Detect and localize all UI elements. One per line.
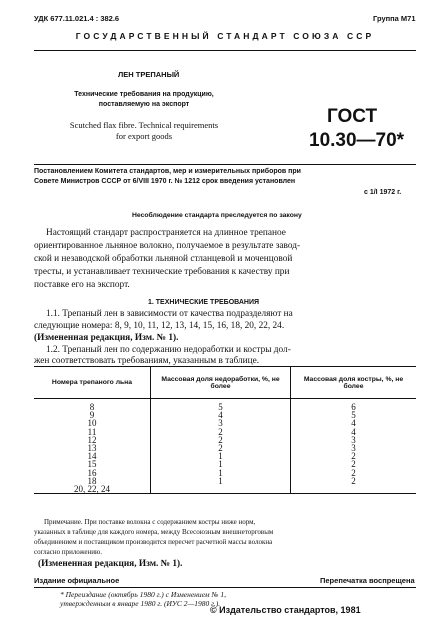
- footer-rule: [34, 587, 416, 588]
- underprocessing-cell: 1: [151, 469, 291, 477]
- underprocessing-cell: 1: [151, 477, 291, 485]
- shives-cell: 2: [291, 469, 417, 477]
- underprocessing-cell: 1: [151, 460, 291, 468]
- clause-1-1-line-2: следующие номера: 8, 9, 10, 11, 12, 13, 14, 15, 16, 18, 20, 22, 24.: [34, 321, 285, 331]
- standard-banner: ГОСУДАРСТВЕННЫЙ СТАНДАРТ СОЮЗА ССР: [75, 31, 375, 41]
- udk-code: УДК 677.11.021.4 : 382.6: [34, 14, 120, 23]
- intro-line-4: тресты, и устанавливает технические требования к качеству при: [34, 267, 290, 277]
- shives-cell: 6: [291, 399, 417, 412]
- intro-line-5: поставке его на экспорт.: [34, 280, 130, 290]
- underprocessing-cell: [151, 485, 291, 494]
- reprint-note-line-2: утвержденным в январе 1980 г. (ИУС 2—1980 г.).: [60, 599, 221, 608]
- note-revision: (Измененная редакция, Изм. № 1).: [38, 559, 183, 569]
- intro-line-2: ориентированное льняное волокно, получаемое в результате завод-: [34, 241, 301, 251]
- section-title: 1. ТЕХНИЧЕСКИЕ ТРЕБОВАНИЯ: [148, 299, 260, 306]
- shives-cell: 3: [291, 436, 417, 444]
- shives-cell: 3: [291, 444, 417, 452]
- noncompliance-notice: Несоблюдение стандарта преследуется по закону: [132, 212, 302, 219]
- number-cell: 12: [87, 434, 97, 445]
- resolution-line-3: с 1/I 1972 г.: [364, 189, 402, 196]
- shives-cell: 2: [291, 452, 417, 460]
- shives-cell: [291, 485, 417, 494]
- note-line-2: указанных в таблице для каждого номера, между Всесоюзным внешнеторговым: [34, 528, 274, 536]
- note-line-1: Примечание. При поставке волокна с содержанием костры ниже норм,: [44, 518, 256, 526]
- gost-label: ГОСТ: [327, 106, 378, 127]
- underprocessing-cell: 1: [151, 452, 291, 460]
- table-header-row: [34, 367, 416, 399]
- number-cell: 15: [87, 459, 97, 470]
- number-cell: 10: [87, 418, 97, 429]
- column-header-number: Номера трепаного льна: [34, 367, 151, 399]
- group-code: Группа М71: [373, 14, 416, 23]
- number-cell: 20, 22, 24: [34, 485, 151, 494]
- column-header-underprocessing: Массовая доля недоработки, %, не более: [151, 367, 291, 399]
- shives-cell: 4: [291, 428, 417, 436]
- english-title-line-2: for export goods: [115, 131, 173, 141]
- shives-cell: 2: [291, 460, 417, 468]
- requirements-table: [34, 366, 416, 494]
- resolution-line-2: Совете Министров СССР от 6/VIII 1970 г. № 1212 срок введения установлен: [34, 178, 296, 185]
- underprocessing-cell: 5: [151, 399, 291, 412]
- copyright: © Издательство стандартов, 1981: [210, 605, 361, 615]
- table-row: [34, 485, 416, 494]
- underprocessing-cell: 2: [151, 428, 291, 436]
- intro-line-3: ской и незаводской обработки льняной стланцевой и моченцовой: [34, 254, 293, 264]
- underprocessing-cell: 2: [151, 436, 291, 444]
- clause-1-2-line-2: жен соответствовать требованиям, указанным в таблице.: [34, 356, 260, 366]
- note-line-4: согласно приложению.: [34, 548, 102, 556]
- number-cell: 8: [89, 402, 95, 412]
- number-cell: 11: [87, 426, 97, 437]
- underprocessing-cell: 4: [151, 411, 291, 419]
- underprocessing-cell: 3: [151, 419, 291, 427]
- shives-cell: 2: [291, 477, 417, 485]
- english-title-line-1: Scutched flax fibre. Technical requirements: [69, 120, 219, 130]
- gost-number: 10.30—70*: [309, 130, 405, 151]
- reprint-note-line-1: * Переиздание (октябрь 1980 г.) с Изменением № 1,: [60, 590, 227, 599]
- intro-line-1: Настоящий стандарт распространяется на длинное трепаное: [46, 228, 286, 238]
- header-rule: [34, 50, 416, 51]
- number-cell: 9: [89, 410, 95, 421]
- subtitle-line-1: Технические требования на продукцию,: [74, 91, 214, 98]
- document-title: ЛЕН ТРЕПАНЫЙ: [118, 70, 180, 79]
- number-cell: 14: [87, 451, 97, 462]
- resolution-line-1: Постановлением Комитета стандартов, мер и измерительных приборов при: [34, 168, 301, 175]
- reprint-prohibited: Перепечатка воспрещена: [320, 576, 415, 585]
- subtitle-line-2: поставляемую на экспорт: [98, 101, 190, 108]
- number-cell: 13: [87, 443, 97, 454]
- note-line-3: объединением и поставщиком производится пересчет расчетной массы волокна: [34, 538, 273, 546]
- resolution-rule: [34, 164, 416, 165]
- number-cell: 16: [87, 467, 97, 478]
- clause-1-1-line-1: 1.1. Трепаный лен в зависимости от качества подразделяют на: [46, 309, 293, 319]
- official-edition: Издание официальное: [34, 576, 120, 585]
- column-header-shives: Массовая доля костры, %, не более: [291, 367, 417, 399]
- shives-cell: 4: [291, 419, 417, 427]
- shives-cell: 5: [291, 411, 417, 419]
- clause-1-2-line-1: 1.2. Трепаный лен по содержанию недоработки и костры дол-: [46, 345, 291, 355]
- number-cell: 18: [87, 475, 97, 486]
- underprocessing-cell: 2: [151, 444, 291, 452]
- clause-1-1-revision: (Измененная редакция, Изм. № 1).: [34, 333, 179, 343]
